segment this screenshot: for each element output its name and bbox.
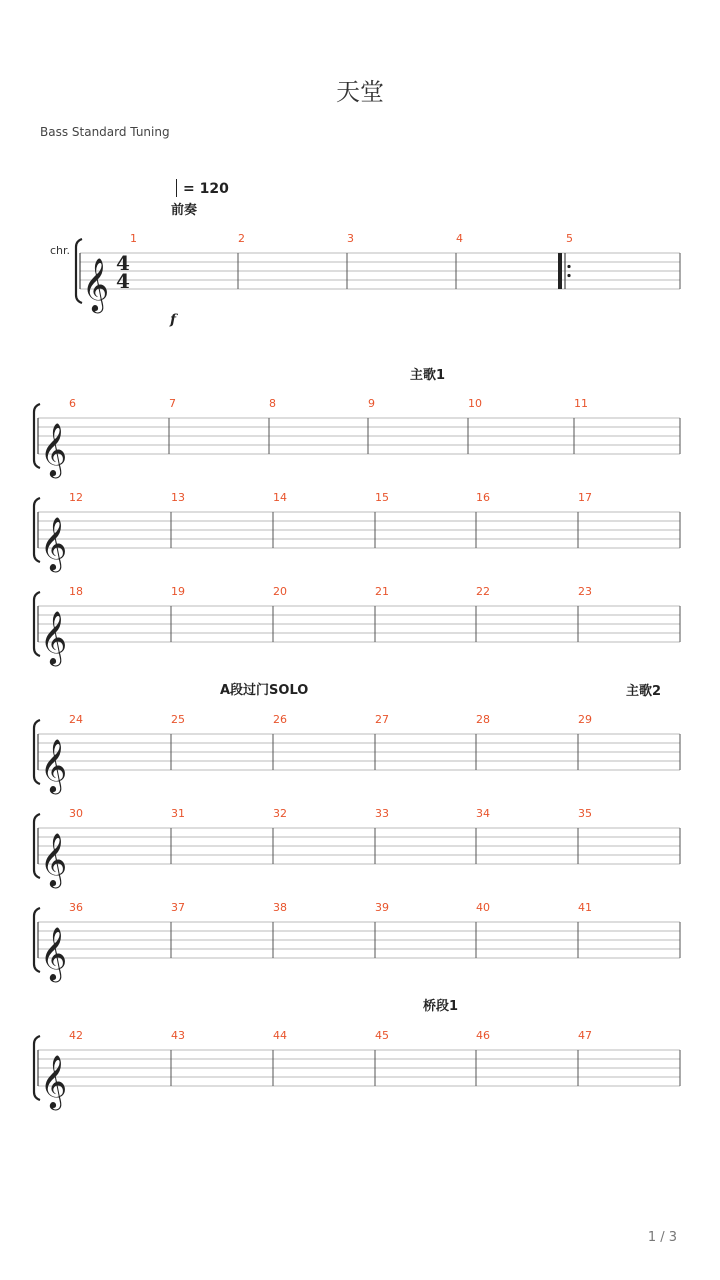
measure-number: 37 [171, 901, 185, 914]
measure-number: 27 [375, 713, 389, 726]
measure-number: 40 [476, 901, 490, 914]
measure-number: 1 [130, 232, 137, 245]
measure-number: 25 [171, 713, 185, 726]
repeat-dot [567, 274, 570, 277]
measure-number: 36 [69, 901, 83, 914]
measure-number: 18 [69, 585, 83, 598]
measure-number: 47 [578, 1029, 592, 1042]
measure-number: 34 [476, 807, 490, 820]
time-signature-bottom: 4 [116, 269, 130, 293]
measure-number: 14 [273, 491, 287, 504]
measure-number: 30 [69, 807, 83, 820]
measure-number: 28 [476, 713, 490, 726]
section-label-verse2: 主歌2 [626, 684, 662, 699]
time-signature-top: 4 [116, 251, 130, 275]
measure-number: 11 [574, 397, 588, 410]
treble-clef-icon: 𝄞 [40, 422, 68, 476]
measure-number: 12 [69, 491, 83, 504]
measure-number: 2 [238, 232, 245, 245]
measure-number: 23 [578, 585, 592, 598]
treble-clef-icon: 𝄞 [40, 738, 68, 792]
measure-number: 9 [368, 397, 375, 410]
measure-number: 7 [169, 397, 176, 410]
section-label-verse1: 主歌1 [410, 368, 446, 383]
measure-number: 16 [476, 491, 490, 504]
measure-number: 10 [468, 397, 482, 410]
measure-number: 46 [476, 1029, 490, 1042]
measure-number: 42 [69, 1029, 83, 1042]
measure-number: 19 [171, 585, 185, 598]
measure-number: 43 [171, 1029, 185, 1042]
section-label-bridge1: 桥段1 [423, 999, 459, 1014]
measure-number: 24 [69, 713, 83, 726]
instrument-abbreviation: chr. [50, 244, 71, 257]
measure-number: 15 [375, 491, 389, 504]
score-title: 天堂 [336, 78, 384, 106]
measure-number: 13 [171, 491, 185, 504]
measure-number: 5 [566, 232, 573, 245]
treble-clef-icon: 𝄞 [40, 1054, 68, 1108]
measure-number: 33 [375, 807, 389, 820]
measure-number: 31 [171, 807, 185, 820]
measure-number: 21 [375, 585, 389, 598]
measure-number: 17 [578, 491, 592, 504]
measure-number: 6 [69, 397, 76, 410]
measure-number: 20 [273, 585, 287, 598]
measure-number: 35 [578, 807, 592, 820]
tempo-value: = 120 [183, 181, 229, 197]
measure-number: 41 [578, 901, 592, 914]
measure-number: 39 [375, 901, 389, 914]
measure-number: 26 [273, 713, 287, 726]
measure-number: 4 [456, 232, 463, 245]
section-label-intro: 前奏 [171, 203, 198, 218]
measure-number: 29 [578, 713, 592, 726]
dynamic-marking: f [170, 312, 177, 328]
measure-number: 44 [273, 1029, 287, 1042]
measure-number: 22 [476, 585, 490, 598]
measure-number: 3 [347, 232, 354, 245]
tuning-label: Bass Standard Tuning [40, 125, 170, 139]
treble-clef-icon: 𝄞 [82, 257, 110, 311]
measure-number: 8 [269, 397, 276, 410]
repeat-dot [567, 265, 570, 268]
measure-number: 45 [375, 1029, 389, 1042]
measure-number: 32 [273, 807, 287, 820]
section-label-solo: A段过门SOLO [220, 683, 309, 698]
measure-number: 38 [273, 901, 287, 914]
treble-clef-icon: 𝄞 [40, 610, 68, 664]
page-number: 1 / 3 [647, 1230, 677, 1245]
treble-clef-icon: 𝄞 [40, 926, 68, 980]
treble-clef-icon: 𝄞 [40, 516, 68, 570]
treble-clef-icon: 𝄞 [40, 832, 68, 886]
repeat-thick-barline [558, 253, 562, 289]
